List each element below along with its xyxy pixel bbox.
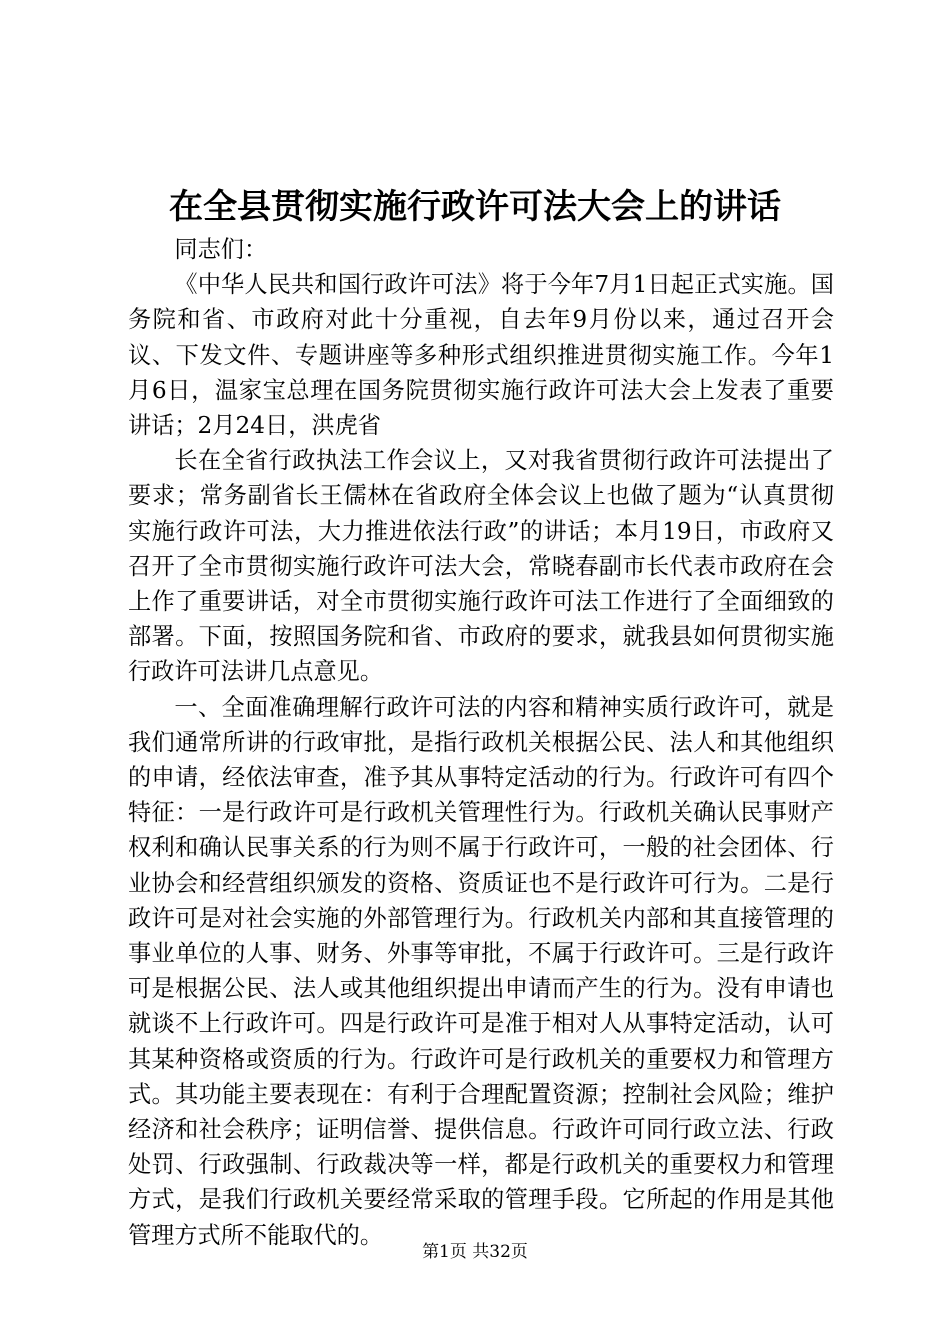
document-title: 在全县贯彻实施行政许可法大会上的讲话	[169, 187, 781, 227]
paragraph-3: 一、全面准确理解行政许可法的内容和精神实质行政许可，就是我们通常所讲的行政审批，是指行政机关根据公民、法人和其他组织的申请，经依法审查，准予其从事特定活动的行为。行政许可有四个特征：一是行政许可是行政机关管理性行为。行政机关确认民事财产权利和确认民事关系的行为则不属于行政许可，一般的社会团体、行业协会和经营组织颁发的资格、资质证也不是行政许可行为。二是行政许可是对社会实施的外部管理行为。行政机关内部和其直接管理的事业单位的人事、财务、外事等审批，不属于行政许可。三是行政许可是根据公民、法人或其他组织提出申请而产生的行为。没有申请也就谈不上行政许可。四是行政许可是准于相对人从事特定活动，认可其某种资格或资质的行为。行政许可是行政机关的重要权力和管理方式。其功能主要表现在：有利于合理配置资源；控制社会风险；维护经济和社会秩序；证明信誉、提供信息。行政许可同行政立法、行政处罚、行政强制、行政裁决等一样，都是行政机关的重要权力和管理方式，是我们行政机关要经常采取的管理手段。它所起的作用是其他管理方式所不能取代的。	[128, 693, 834, 1249]
page-number-footer: 第1页 共32页	[422, 1242, 528, 1262]
paragraph-1: 《中华人民共和国行政许可法》将于今年7月1日起正式实施。国务院和省、市政府对此十分重视，自去年9月份以来，通过召开会议、下发文件、专题讲座等多种形式组织推进贯彻实施工作。今年1月6日，温家宝总理在国务院贯彻实施行政许可法大会上发表了重要讲话；2月24日，洪虎省	[128, 271, 834, 440]
salutation: 同志们：	[174, 236, 268, 263]
paragraph-2: 长在全省行政执法工作会议上，又对我省贯彻行政许可法提出了要求；常务副省长王儒林在省政府全体会议上也做了题为“认真贯彻实施行政许可法，大力推进依法行政”的讲话；本月19日，市政府又召开了全市贯彻实施行政许可法大会，常晓春副市长代表市政府在会上作了重要讲话，对全市贯彻实施行政许可法工作进行了全面细致的部署。下面，按照国务院和省、市政府的要求，就我县如何贯彻实施行政许可法讲几点意见。	[128, 447, 834, 686]
document-body	[128, 232, 834, 1253]
